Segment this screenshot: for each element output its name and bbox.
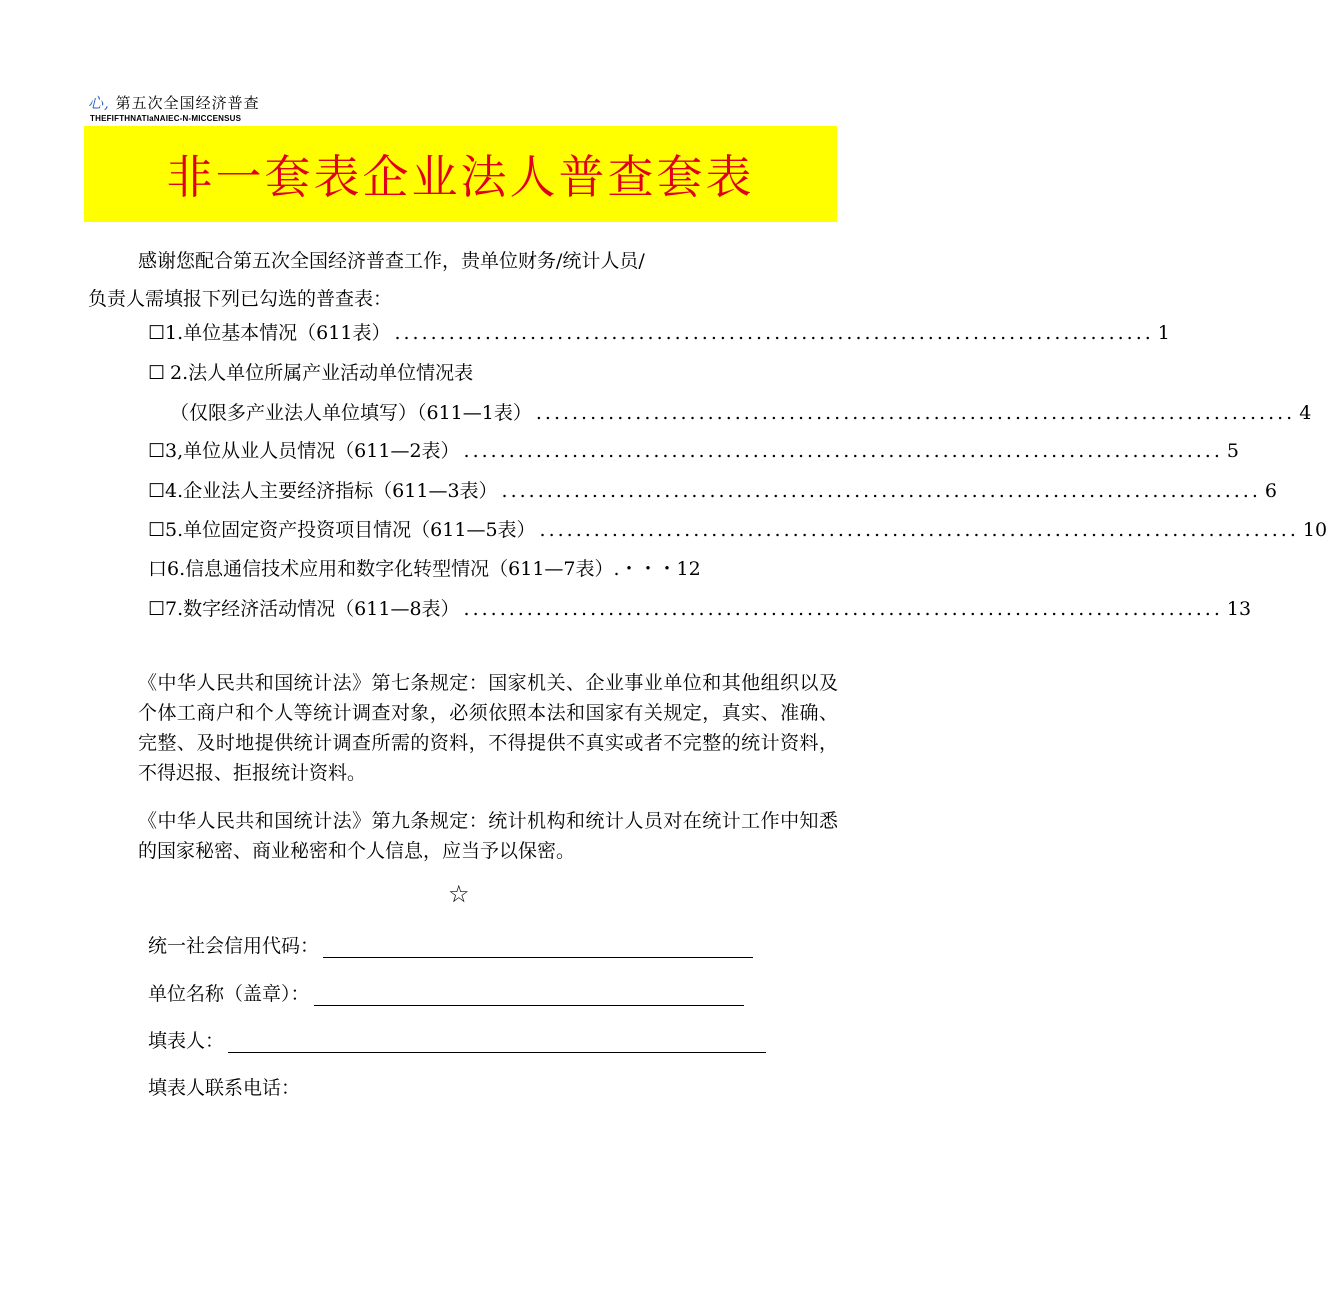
toc-item[interactable] (148, 515, 1327, 545)
page-title: 非一套表企业法人普查套表 (166, 150, 755, 204)
field-label: 填表人： (148, 1030, 225, 1052)
logo-mark: 心, (88, 94, 110, 112)
toc-page-number: 5 (1226, 440, 1239, 462)
intro-paragraph (88, 246, 828, 314)
title-banner (84, 126, 837, 222)
checkbox[interactable]: ☐ (148, 440, 166, 462)
logo-text: 第五次全国经济普查 (115, 94, 260, 112)
checkbox[interactable]: 口 (148, 558, 168, 580)
toc-page-number: 13 (1226, 598, 1252, 620)
unit-name-field (148, 976, 744, 1006)
checkbox[interactable]: ☐ (148, 598, 166, 620)
filler-input[interactable] (228, 1033, 766, 1053)
toc-item-label: 2.法人单位所属产业活动单位情况表 (170, 362, 474, 384)
toc-item[interactable] (148, 554, 828, 584)
toc-item-label: 5.单位固定资产投资项目情况（611—5表） (165, 519, 536, 541)
law-text: 《中华人民共和国统计法》第七条规定：国家机关、企业事业单位和其他组织以及个体工商户和个人等统计调查对象，必须依照本法和国家有关规定，真实、准确、完整、及时地提供统计调查所需的资料，不得提供不真实或者不完整的统计资料，不得迟报、拒报统计资料。 (138, 672, 838, 784)
leader-dots: .................................................................................... (463, 440, 1223, 462)
toc-page-number: 10 (1302, 519, 1327, 541)
leader-dots: .................................................................................... (535, 402, 1296, 424)
statistics-law-article-9 (88, 806, 838, 866)
toc-item[interactable] (148, 476, 1277, 506)
census-logo (88, 92, 260, 113)
intro-line-1: 感谢您配合第五次全国经济普查工作，贵单位财务/统计人员/ (138, 250, 645, 272)
filler-field (148, 1023, 766, 1053)
toc-item-continuation (170, 398, 1312, 428)
field-label: 单位名称（盖章）： (148, 983, 310, 1005)
toc-page-number: 6 (1264, 480, 1277, 502)
leader-dots: .................................................................................... (501, 480, 1261, 502)
leader-dots: .................................................................................... (394, 322, 1154, 344)
toc-item[interactable] (148, 318, 1170, 348)
toc-item-label: 4.企业法人主要经济指标（611—3表） (165, 480, 498, 502)
toc-item[interactable] (148, 436, 1239, 466)
field-label: 填表人联系电话： (148, 1077, 301, 1099)
leader-dots: .................................................................................... (539, 519, 1299, 541)
star-icon: ☆ (448, 880, 470, 908)
unit-name-input[interactable] (314, 986, 744, 1006)
toc-item[interactable] (148, 594, 1252, 624)
credit-code-input[interactable] (323, 938, 753, 958)
toc-item-label: 1.单位基本情况（611表） (165, 322, 391, 344)
toc-item-label: 3,单位从业人员情况（611—2表） (165, 440, 460, 462)
toc-item[interactable] (148, 358, 828, 388)
statistics-law-article-7 (88, 668, 838, 788)
toc-item-label: 6.信息通信技术应用和数字化转型情况（611—7表）.・・・12 (167, 558, 701, 580)
checkbox[interactable]: ☐ (148, 480, 166, 502)
checkbox[interactable]: ☐ (148, 322, 166, 344)
law-text: 《中华人民共和国统计法》第九条规定：统计机构和统计人员对在统计工作中知悉的国家秘密、商业秘密和个人信息，应当予以保密。 (138, 810, 838, 862)
intro-line-2: 负责人需填报下列已勾选的普查表： (88, 288, 393, 310)
checkbox[interactable]: ☐ (148, 362, 166, 384)
checkbox[interactable]: ☐ (148, 519, 166, 541)
logo-subtitle: THEFIFTHNATIaNAIEC-N-MICCENSUS (90, 114, 242, 123)
toc-item-label: 7.数字经济活动情况（611—8表） (165, 598, 460, 620)
field-label: 统一社会信用代码： (148, 935, 320, 957)
leader-dots: .................................................................................... (463, 598, 1223, 620)
toc-item-label: （仅限多产业法人单位填写）（611—1表） (170, 402, 532, 424)
toc-page-number: 1 (1157, 322, 1170, 344)
credit-code-field (148, 928, 753, 958)
toc-page-number: 4 (1299, 402, 1312, 424)
filler-phone-field (148, 1070, 300, 1100)
